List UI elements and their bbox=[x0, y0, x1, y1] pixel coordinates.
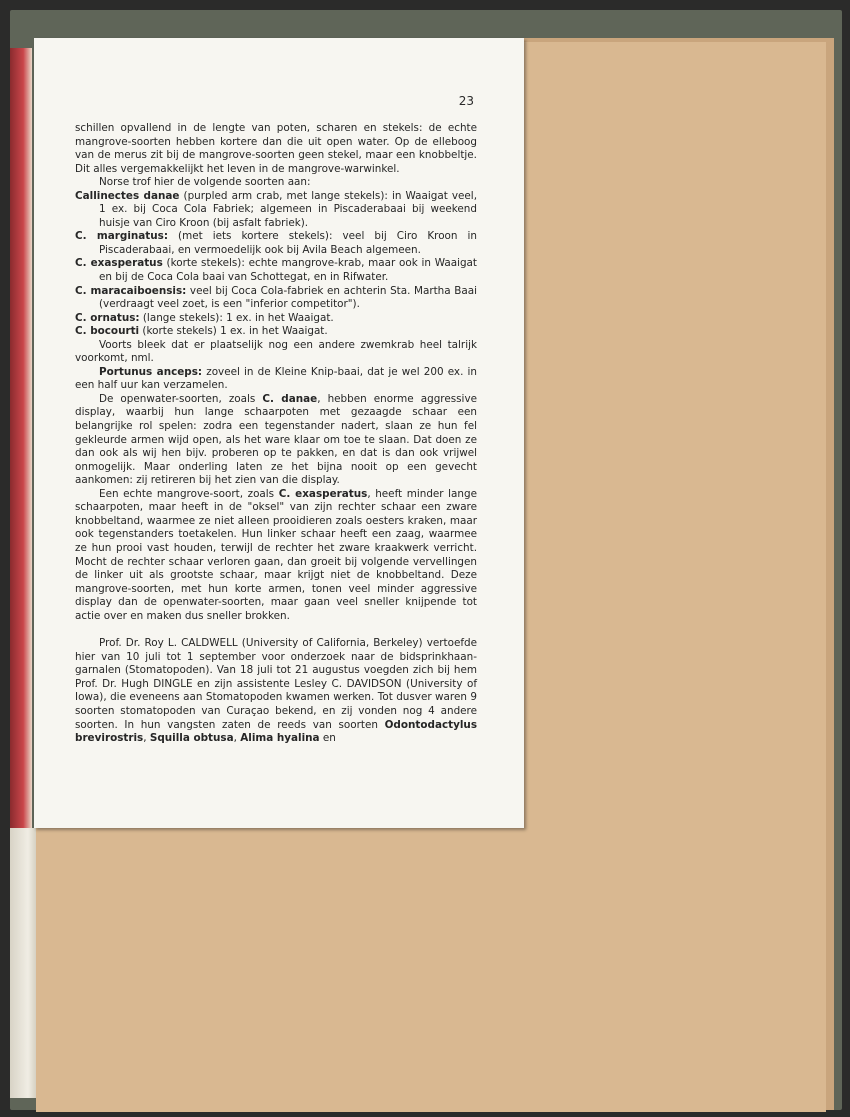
bold-term: C. marginatus: bbox=[75, 230, 168, 243]
paragraph-mangrove bbox=[75, 488, 477, 623]
species-entry-c-ornatus bbox=[75, 312, 477, 326]
text-run: De openwater-soorten, zoals bbox=[99, 392, 263, 405]
paragraph-openwater bbox=[75, 393, 477, 488]
backing-board bbox=[10, 10, 842, 1110]
species-entry-c-marginatus bbox=[75, 230, 477, 257]
text-run: , bbox=[143, 732, 150, 745]
text-run: (purpled arm crab, met lange stekels): in Waaigat veel, 1 ex. bij Coca Cola Fabriek; algemeen in Piscaderabaai bij weekend huisje van Ciro Kroon (bij asfalt fabriek). bbox=[99, 189, 477, 229]
text-run: (korte stekels) 1 ex. in het Waaigat. bbox=[139, 325, 328, 338]
text-run: Prof. Dr. Roy L. CALDWELL (University of California, Berkeley) vertoefde hier van 10 juli tot 1 september voor onderzoek naar de bidsprinkhaan-garnalen (Stomatopoden). Van 18 juli tot 21 augustus voegden zich bij hem Prof. Dr. Hugh DINGLE en zijn assistente Lesley C. DAVIDSON (University of Iowa), die eveneens aan Stomatopoden kwamen werken. Tot dusver waren 9 soorten stomatopoden van Curaçao bekend, en zij vonden nog 4 andere soorten. In hun vangsten zaten de reeds van soorten bbox=[75, 637, 477, 731]
body-text bbox=[75, 122, 477, 746]
bold-term: Squilla obtusa bbox=[149, 732, 234, 745]
red-cover-edge bbox=[10, 48, 32, 828]
species-entry-c-maracaiboensis bbox=[75, 285, 477, 312]
bold-term: C. exasperatus bbox=[75, 257, 163, 270]
text-run: en bbox=[319, 732, 336, 745]
text-run: schillen opvallend in de lengte van poten, scharen en stekels: de echte mangrove-soorten hebben kortere dan die uit open water. Op de elleboog van de merus zit bij de mangrove-soorten geen stekel, maar een knobbeltje. Dit alles vergemakkelijkt het leven in de mangrove-warwinkel. bbox=[75, 122, 477, 175]
text-run: , bbox=[233, 732, 241, 745]
bold-term: Odontodactylus brevirostris bbox=[75, 718, 477, 745]
paragraph-gap bbox=[75, 623, 477, 637]
paragraph-species-intro bbox=[75, 176, 477, 190]
text-run: (met iets kortere stekels): veel bij Ciro Kroon in Piscaderabaai, en vermoedelijk ook bij Avila Beach algemeen. bbox=[99, 230, 478, 256]
text-run: zoveel in de Kleine Knip-baai, dat je wel 200 ex. in een half uur kan verzamelen. bbox=[75, 365, 477, 392]
printed-page bbox=[34, 38, 524, 828]
species-entry-c-bocourti bbox=[75, 325, 477, 339]
bold-term: C. maracaiboensis: bbox=[75, 284, 187, 297]
text-run: Voorts bleek dat er plaatselijk nog een andere zwemkrab heel talrijk voorkomt, nml. bbox=[75, 338, 477, 365]
text-run: , heeft minder lange schaarpoten, maar heeft in de "oksel" van zijn rechter schaar een zware knobbeltand, waarmee ze niet alleen prooidieren zoals oesters kraken, maar ook tegenstanders toetakelen. Hun linker schaar heeft een zaag, waarmee ze hun prooi vast houden, terwijl de rechter het zware kraakwerk verricht. Mocht de rechter schaar verloren gaan, dan groeit bij volgende vervellingen de linker uit als grootste schaar, maar krijgt niet de knobbeltand. Deze mangrove-soorten, met hun korte armen, tonen veel minder aggressive display dan de openwater-soorten, maar gaan veel sneller knijpende tot actie over en maken dus sneller brokken. bbox=[75, 487, 477, 622]
text-run: (lange stekels): 1 ex. in het Waaigat. bbox=[139, 311, 334, 324]
text-run: veel bij Coca Cola-fabriek en achterin Sta. Martha Baai (verdraagt veel zoet, is een "inferior competitor"). bbox=[99, 284, 477, 311]
bold-term: C. danae bbox=[262, 392, 318, 405]
bold-term: C. bocourti bbox=[75, 325, 140, 338]
bold-term: Callinectes danae bbox=[75, 189, 180, 202]
paragraph-intro bbox=[75, 122, 477, 176]
bold-term: Portunus anceps: bbox=[99, 365, 203, 378]
species-entry-c-exasperatus bbox=[75, 257, 477, 284]
paragraph-voorts bbox=[75, 339, 477, 366]
species-entry-callinectes-danae bbox=[75, 190, 477, 231]
page-number: 23 bbox=[458, 94, 474, 108]
bold-term: C. ornatus: bbox=[75, 311, 140, 324]
paragraph-caldwell bbox=[75, 637, 477, 745]
text-run: , hebben enorme aggressive display, waarbij hun lange schaarpoten met gezaagde schaar een belangrijke rol spelen: zodra een tegenstander nadert, slaan ze hun fel gekleurde armen wijd open, als het ware klaar om toe te slaan. Dat doen ze dan ook als wij hen bijv. proberen op te pakken, en dat is dan ook vrijwel onmogelijk. Maar onderling laten ze het bijna nooit op een gevecht aankomen: zij retireren bij het zien van die display. bbox=[75, 392, 477, 487]
bold-term: C. exasperatus bbox=[278, 487, 368, 500]
text-run: Een echte mangrove-soort, zoals bbox=[99, 487, 279, 500]
text-run: Norse trof hier de volgende soorten aan: bbox=[99, 176, 311, 189]
bold-term: Alima hyalina bbox=[240, 732, 320, 745]
paragraph-portunus bbox=[75, 366, 477, 393]
text-run: (korte stekels): echte mangrove-krab, maar ook in Waaigat en bij de Coca Cola baai van Schottegat, en in Rifwater. bbox=[99, 257, 478, 284]
